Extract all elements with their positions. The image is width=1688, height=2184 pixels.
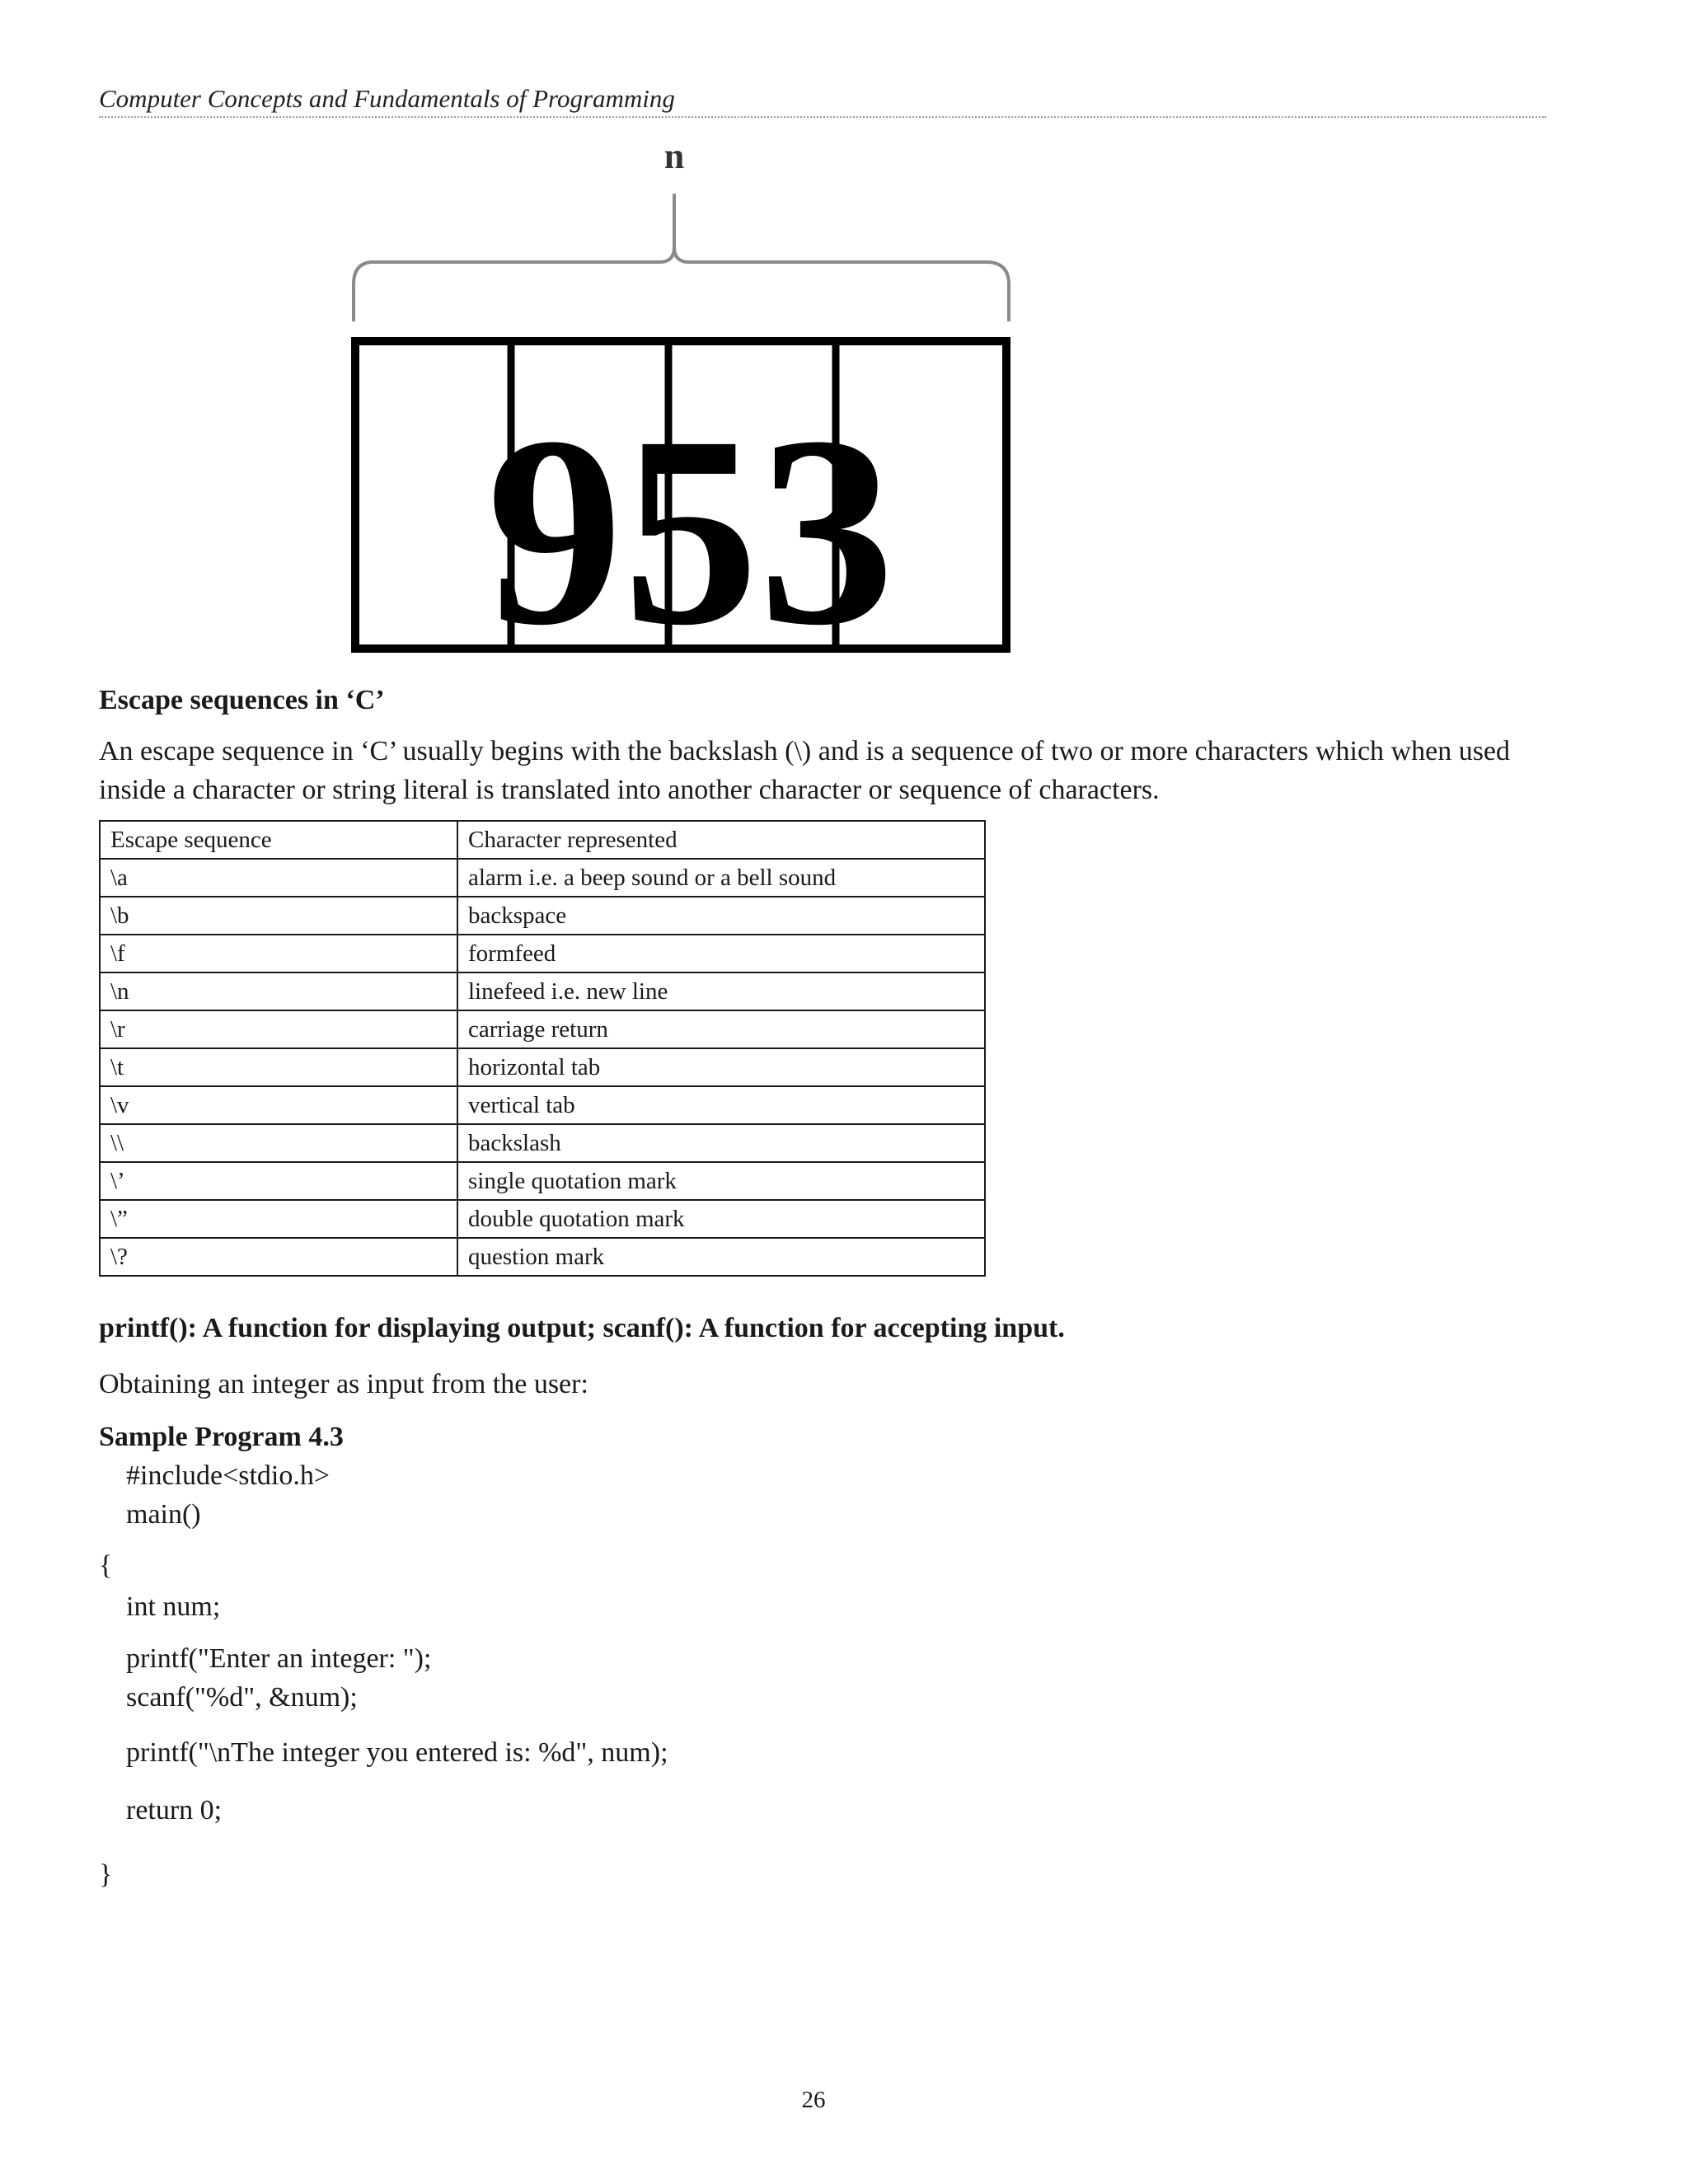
- sequence-cell: \’: [100, 1162, 457, 1200]
- character-cell: double quotation mark: [457, 1200, 985, 1238]
- running-header: Computer Concepts and Fundamentals of Programming: [99, 84, 675, 113]
- brace-shape: [354, 194, 1009, 321]
- table-row: [100, 1200, 985, 1238]
- table-row: [100, 859, 985, 897]
- character-cell: backslash: [457, 1124, 985, 1162]
- code-line: printf("Enter an integer: ");: [126, 1643, 432, 1674]
- table-row: [100, 972, 985, 1010]
- character-cell: question mark: [457, 1238, 985, 1276]
- functions-note: printf(): A function for displaying output; scanf(): A function for accepting input.: [99, 1313, 1065, 1343]
- code-line: int num;: [126, 1591, 221, 1622]
- sequence-cell: \?: [100, 1238, 457, 1276]
- character-cell: vertical tab: [457, 1086, 985, 1124]
- character-cell: backspace: [457, 897, 985, 935]
- code-line: {: [99, 1550, 113, 1581]
- header-cell-character: Character represented: [457, 821, 985, 859]
- table-row: [100, 1238, 985, 1276]
- code-line: main(): [126, 1499, 201, 1530]
- table-row: [100, 1048, 985, 1086]
- program-title: Sample Program 4.3: [99, 1422, 344, 1452]
- code-line: scanf("%d", &num);: [126, 1682, 358, 1713]
- code-line: #include<stdio.h>: [126, 1460, 331, 1491]
- sequence-cell: \v: [100, 1086, 457, 1124]
- table-row: [100, 1162, 985, 1200]
- sequence-cell: \r: [100, 1010, 457, 1048]
- variable-memory-figure: [0, 0, 1688, 668]
- character-cell: formfeed: [457, 935, 985, 972]
- table-row: [100, 897, 985, 935]
- table-row: [100, 1124, 985, 1162]
- code-line: }: [99, 1859, 113, 1890]
- page-number: 26: [801, 2087, 826, 2113]
- character-cell: linefeed i.e. new line: [457, 972, 985, 1010]
- table-header-row: [100, 821, 985, 859]
- character-cell: carriage return: [457, 1010, 985, 1048]
- sequence-cell: \\: [100, 1124, 457, 1162]
- sequence-cell: \f: [100, 935, 457, 972]
- sequence-cell: \t: [100, 1048, 457, 1086]
- table-row: [100, 1010, 985, 1048]
- intro-paragraph: An escape sequence in ‘C’ usually begins with the backslash (\) and is a sequence of two or more characters which when used inside a character or string literal is translated into another character or sequence of characters.: [99, 736, 1511, 805]
- escape-sequence-table: [99, 820, 986, 1277]
- sequence-cell: \n: [100, 972, 457, 1010]
- code-line: return 0;: [126, 1795, 223, 1825]
- table-row: [100, 935, 985, 972]
- sequence-cell: \”: [100, 1200, 457, 1238]
- code-line: printf("\nThe integer you entered is: %d", num);: [126, 1737, 668, 1768]
- character-cell: horizontal tab: [457, 1048, 985, 1086]
- section-heading: Escape sequences in ‘C’: [99, 685, 385, 715]
- variable-label: n: [663, 136, 685, 176]
- table-row: [100, 1086, 985, 1124]
- sequence-cell: \a: [100, 859, 457, 897]
- stored-value: 953: [486, 381, 895, 668]
- input-note: Obtaining an integer as input from the user:: [99, 1369, 588, 1399]
- character-cell: single quotation mark: [457, 1162, 985, 1200]
- character-cell: alarm i.e. a beep sound or a bell sound: [457, 859, 985, 897]
- header-cell-sequence: Escape sequence: [100, 821, 457, 859]
- sequence-cell: \b: [100, 897, 457, 935]
